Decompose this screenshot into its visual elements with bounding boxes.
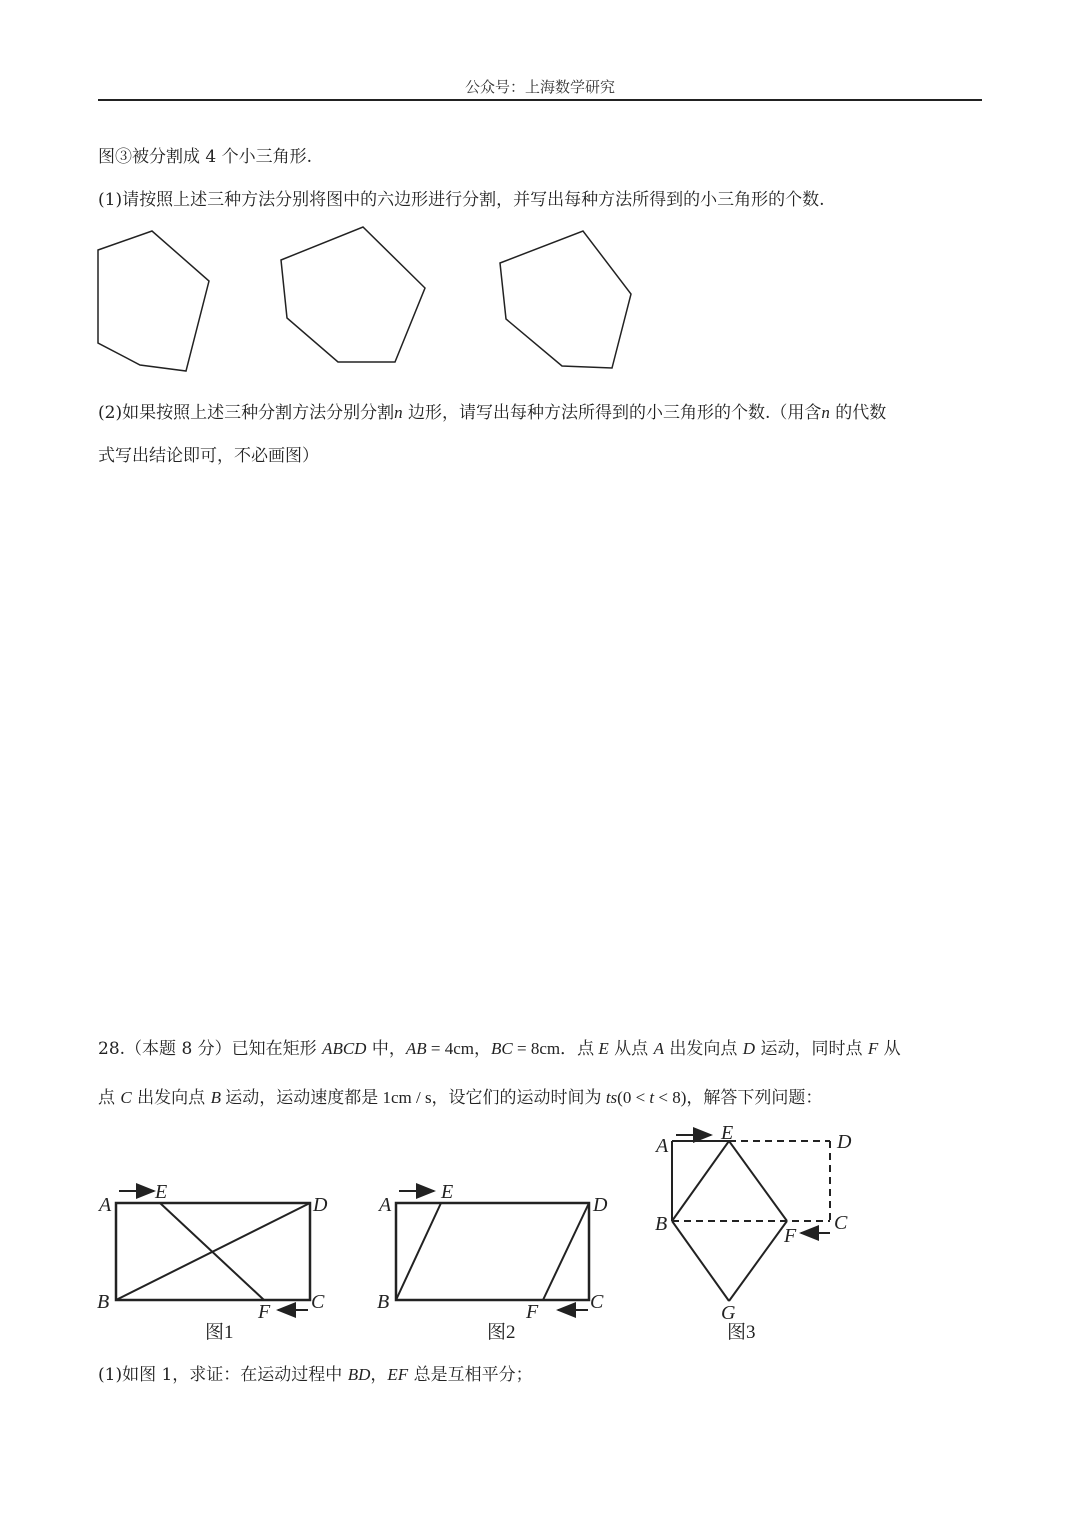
label-e: E <box>441 1181 454 1203</box>
page-header: 公众号：上海数学研究 <box>464 78 615 96</box>
point-e: E <box>598 1039 609 1058</box>
caption-figure-3: 图3 <box>727 1322 756 1343</box>
figure-2 <box>377 1181 608 1343</box>
var-n: n <box>821 403 830 422</box>
var-ts: ts <box>605 1088 618 1107</box>
rectangle-abcd <box>396 1203 589 1300</box>
math-ab-value: = 4cm， <box>426 1039 492 1058</box>
point-c: C <box>120 1088 132 1107</box>
label-d: D <box>313 1194 328 1216</box>
q27-part2-text-b: 边形，请写出每种方法所得到的小三角形的个数.（用含 <box>402 403 822 423</box>
segment-fd <box>543 1203 589 1300</box>
figure-3 <box>654 1122 852 1343</box>
figure-1 <box>97 1181 328 1343</box>
label-a: A <box>99 1194 112 1216</box>
q28-sub1-text: 总是互相平分； <box>408 1365 533 1385</box>
label-a: A <box>656 1135 669 1157</box>
point-d: D <box>742 1039 756 1058</box>
segment-bg <box>672 1221 729 1301</box>
label-g: G <box>721 1302 736 1324</box>
q28-text: 中， <box>366 1039 406 1059</box>
q28-sub1 <box>98 1360 533 1385</box>
q28-text: 出发向点 <box>131 1088 211 1108</box>
q28-text: 28.（本题 8 分）已知在矩形 <box>98 1039 323 1059</box>
label-f: F <box>258 1301 271 1323</box>
label-b: B <box>97 1291 110 1313</box>
q27-part2-text-a: (2)如果按照上述三种分割方法分别分割 <box>98 403 395 423</box>
segment-be <box>396 1203 441 1300</box>
point-a: A <box>653 1039 664 1058</box>
math-bc-value: = 8cm．点 <box>512 1039 599 1058</box>
label-c: C <box>834 1212 848 1234</box>
q28-text: ，解答下列问题： <box>686 1088 823 1108</box>
segment-ef <box>729 1141 787 1221</box>
point-b: B <box>210 1088 221 1107</box>
q27-part1: (1)请按照上述三种方法分别将图中的六边形进行分割，并写出每种方法所得到的小三角形的个数. <box>98 190 825 210</box>
math-ab: AB <box>405 1039 427 1058</box>
segment-gf <box>729 1221 787 1301</box>
q28-text: 从点 <box>608 1039 654 1059</box>
label-b: B <box>655 1213 668 1235</box>
q28-text: 运动，同时点 <box>755 1039 868 1059</box>
label-a: A <box>379 1194 392 1216</box>
label-e: E <box>155 1181 168 1203</box>
math-abcd: ABCD <box>322 1039 367 1058</box>
label-e: E <box>721 1122 734 1144</box>
q28-sub1-text: ， <box>370 1365 388 1385</box>
q27-part2-text-c: 的代数 <box>829 403 887 423</box>
label-d: D <box>837 1131 852 1153</box>
point-f: F <box>867 1039 879 1058</box>
math-ef: EF <box>387 1365 409 1384</box>
q27-intro: 图③被分割成 4 个小三角形. <box>98 147 313 167</box>
label-b: B <box>377 1291 390 1313</box>
var-n: n <box>394 403 403 422</box>
label-f: F <box>784 1225 797 1247</box>
q27-part2-line2: 式写出结论即可，不必画图） <box>98 446 319 466</box>
label-d: D <box>593 1194 608 1216</box>
caption-figure-1: 图1 <box>205 1322 234 1343</box>
range-close: < 8) <box>654 1088 687 1107</box>
q28-speed-text: 运动，运动速度都是 1cm / s，设它们的运动时间为 <box>220 1088 606 1107</box>
segment-be <box>672 1141 729 1221</box>
var-t: t <box>649 1088 655 1107</box>
q28-text: 出发向点 <box>663 1039 743 1059</box>
q28-text: 点 <box>98 1088 121 1108</box>
range-open: (0 < <box>617 1088 650 1107</box>
math-bc: BC <box>491 1039 513 1058</box>
math-bd: BD <box>347 1365 371 1384</box>
label-c: C <box>590 1291 604 1313</box>
caption-figure-2: 图2 <box>487 1322 516 1343</box>
label-c: C <box>311 1291 325 1313</box>
q28-sub1-text: (1)如图 1，求证：在运动过程中 <box>98 1365 348 1385</box>
label-f: F <box>526 1301 539 1323</box>
q28-text: 从 <box>878 1039 901 1059</box>
segment-ef <box>160 1203 264 1300</box>
